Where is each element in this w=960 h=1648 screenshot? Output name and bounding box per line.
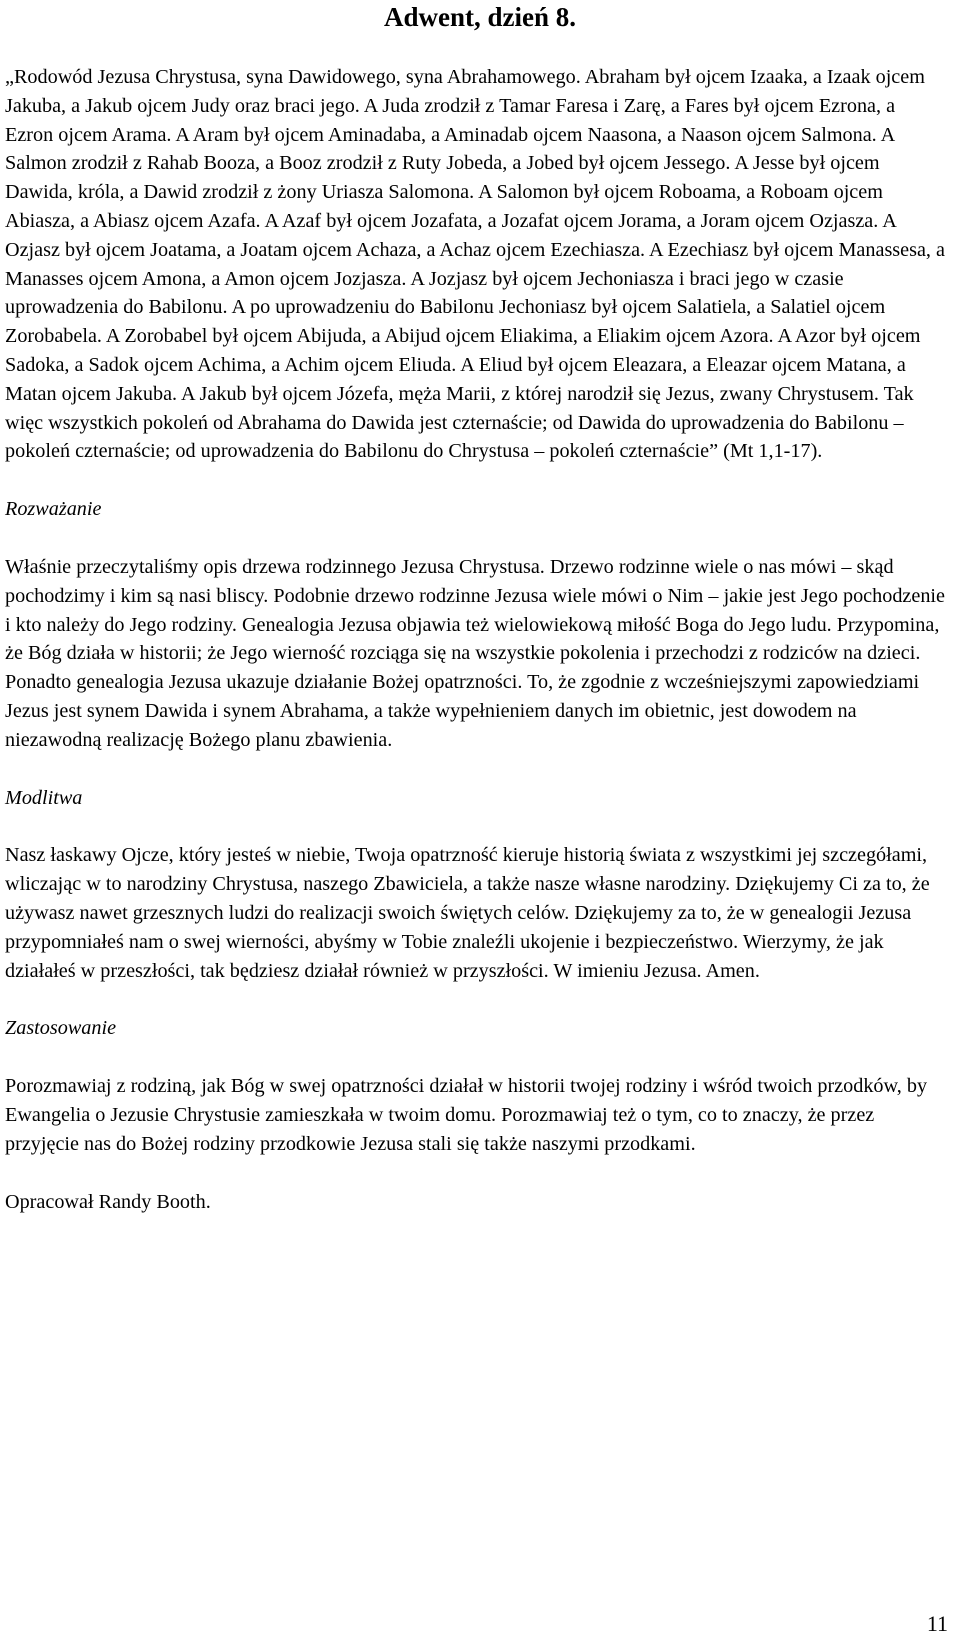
page-title: Adwent, dzień 8. [383, 2, 576, 32]
spacer [5, 466, 945, 495]
spacer [5, 1159, 945, 1188]
application-heading: Zastosowanie [5, 1017, 117, 1040]
application-text: Porozmawiaj z rodziną, jak Bóg w swej opatrzności działał w historii twojej rodziny i wśród twoich przodków, by Ewangelia o Jezusie Chrystusie zamieszkała w twoim domu. Porozmawiaj też o tym, co to znaczy, że przez przyjęcie nas do Bożej rodziny przodkowie Jezusa stali się także naszymi przodkami. [5, 1075, 928, 1155]
spacer [5, 985, 945, 1014]
page-number: 11 [926, 1611, 948, 1636]
spacer [5, 812, 945, 841]
reflection-text: Właśnie przeczytaliśmy opis drzewa rodzinnego Jezusa Chrystusa. Drzewo rodzinne wiele o nas mówi – skąd pochodzimy i kim są nasi bliscy. Podobnie drzewo rodzinne Jezusa wiele mówi o Nim – jakie jest Jego pochodzenie i kto należy do Jego rodziny. Genealogia Jezusa objawia też wielowiekową miłość Boga do Jego ludu. Przypomina, że Bóg działa w historii; że Jego wierność rozciąga się na wszystkie pokolenia i przechodzi z rodziców na dzieci. Ponadto genealogia Jezusa ukazuje działanie Bożej opatrzności. To, że zgodnie z wcześniejszymi zapowiedziami Jezus jest synem Dawida i synem Abrahama, a także wypełnieniem danych im obietnic, jest dowodem na niezawodną realizację Bożego planu zbawienia. [5, 555, 945, 751]
prayer-text: Nasz łaskawy Ojcze, który jesteś w niebie, Twoja opatrzność kieruje historią świata z wszystkimi jej szczegółami, wliczając w to narodziny Chrystusa, naszego Zbawiciela, a także nasze własne narodziny. Dziękujemy Ci za to, że używasz nawet grzesznych ludzi do realizacji swoich świętych celów. Dziękujemy za to, że w genealogii Jezusa przypomniałeś nam o swej wierności, abyśmy w Tobie znaleźli ukojenie i bezpieczeństwo. Wierzymy, że jak działałeś w przeszłości, tak będziesz działał również w przyszłości. W imieniu Jezusa. Amen. [5, 844, 930, 982]
reflection-heading: Rozważanie [5, 498, 102, 521]
author-credit: Opracował Randy Booth. [5, 1190, 211, 1213]
prayer-heading: Modlitwa [5, 786, 83, 809]
spacer [5, 755, 945, 784]
scripture-passage: „Rodowód Jezusa Chrystusa, syna Dawidowego, syna Abrahamowego. Abraham był ojcem Izaaka, a Izaak ojcem Jakuba, a Jakub ojcem Judy oraz braci jego. A Juda zrodził z Tamar Faresa i Zarę, a Fares był ojcem Ezrona, a Ezron ojcem Arama. A Aram był ojcem Aminadaba, a Aminadab ojcem Naasona, a Naason ojcem Salmona. A Salmon zrodził z Rahab Booza, a Booz zrodził z Ruty Jobeda, a Jobed był ojcem Jessego. A Jesse był ojcem Dawida, króla, a Dawid zrodził z żony Uriasza Salomona. A Salomon był ojcem Roboama, a Roboam ojcem Abiasza, a Abiasz ojcem Azafa. A Azaf był ojcem Jozafata, a Jozafat ojcem Jorama, a Joram ojcem Ozjasza. A Ozjasz był ojcem Joatama, a Joatam ojcem Achaza, a Achaz ojcem Ezechiasza. A Ezechiasz był ojcem Manassesa, a Manasses ojcem Amona, a Amon ojcem Jozjasza. A Jozjasz był ojcem Jechoniasza i braci jego w czasie uprowadzenia do Babilonu. A po uprowadzeniu do Babilonu Jechoniasz był ojcem Salatiela, a Salatiel ojcem Zorobabela. A Zorobabel był ojcem Abijuda, a Abijud ojcem Eliakima, a Eliakim ojcem Azora. A Azor był ojcem Sadoka, a Sadok ojcem Achima, a Achim ojcem Eliuda. A Eliud był ojcem Eleazara, a Eleazar ojcem Matana, a Matan ojcem Jakuba. A Jakub był ojcem Józefa, męża Marii, z której narodził się Jezus, zwany Chrystusem. Tak więc wszystkich pokoleń od Abrahama do Dawida jest czternaście; od Dawida do uprowadzenia do Babilonu – pokoleń czternaście; od uprowadzenia do Babilonu do Chrystusa – pokoleń czternaście” (Mt 1,1-17). [5, 66, 945, 463]
spacer [5, 1043, 945, 1072]
spacer [5, 524, 945, 553]
document-body [5, 63, 945, 1216]
